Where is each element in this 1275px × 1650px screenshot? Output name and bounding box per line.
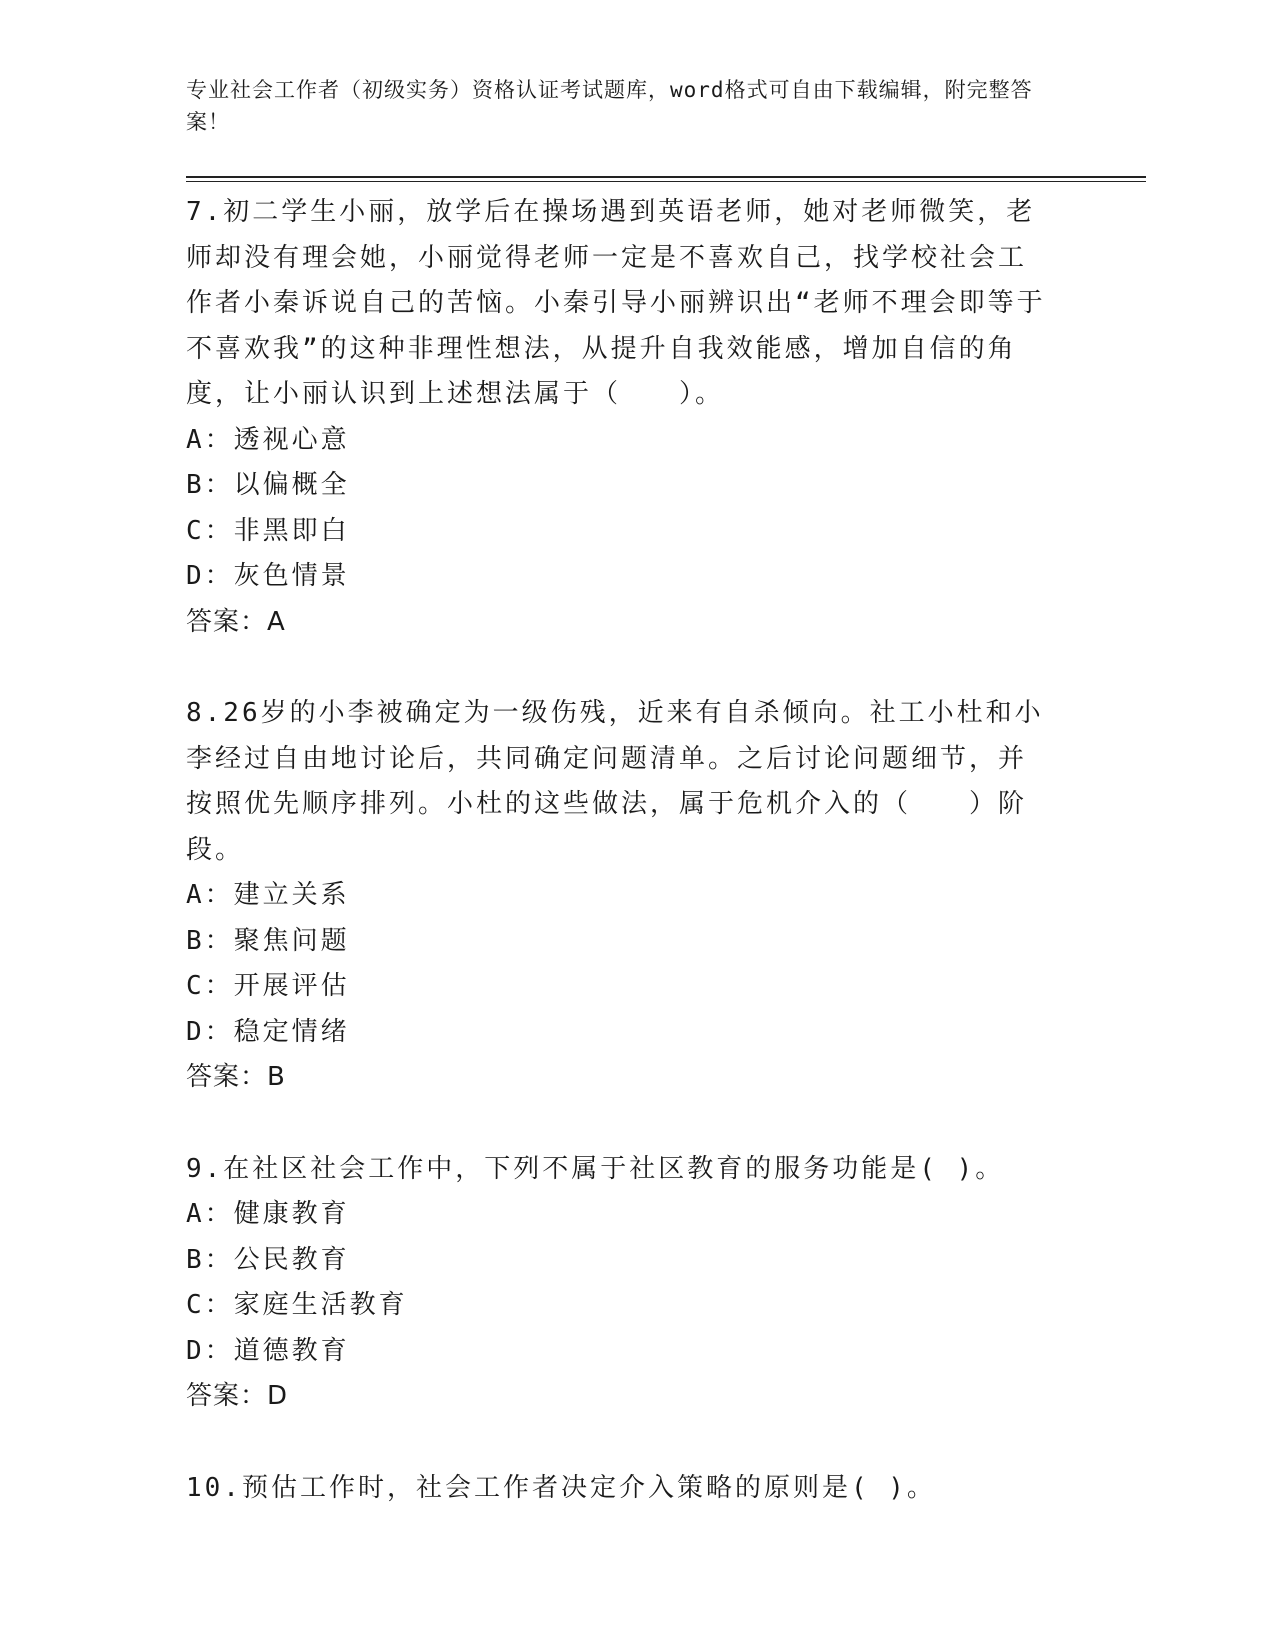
question-stem: 7.初二学生小丽，放学后在操场遇到英语老师，她对老师微笑，老师却没有理会她，小丽觉得老师一定是不喜欢自己，找学校社会工作者小秦诉说自己的苦恼。小秦引导小丽辨识出“老师不理会即等于不喜欢我”的这种非理性想法，从提升自我效能感，增加自信的角度，让小丽认识到上述想法属于（ ）。: [186, 197, 1046, 409]
page-header: 专业社会工作者（初级实务）资格认证考试题库，word格式可自由下载编辑，附完整答案！: [186, 78, 1033, 134]
question-10: [186, 1466, 1086, 1512]
option-c: C：开展评估: [186, 971, 350, 1001]
answer-line: 答案：B: [186, 1062, 286, 1092]
option-d: D：稳定情绪: [186, 1016, 350, 1047]
option-c: C：家庭生活教育: [186, 1290, 408, 1320]
option-c: C：非黑即白: [186, 515, 350, 546]
option-d: D：灰色情景: [186, 561, 350, 591]
question-9: [186, 1147, 1086, 1420]
header-divider-thick: [186, 176, 1146, 178]
option-d: D：道德教育: [186, 1335, 350, 1366]
option-a: A：透视心意: [186, 424, 350, 455]
answer-line: 答案：D: [186, 1381, 289, 1411]
option-b: B：公民教育: [186, 1244, 350, 1275]
question-7: [186, 190, 1086, 645]
question-stem: 8.26岁的小李被确定为一级伤残，近来有自杀倾向。社工小杜和小李经过自由地讨论后，共同确定问题清单。之后讨论问题细节，并按照优先顺序排列。小杜的这些做法，属于危机介入的（ ）阶段。: [186, 698, 1044, 865]
header-divider-thin: [186, 181, 1146, 182]
option-b: B：聚焦问题: [186, 925, 350, 956]
answer-line: 答案：A: [186, 606, 286, 637]
question-8: [186, 691, 1086, 1101]
question-list: [186, 190, 1086, 1557]
question-stem: 9.在社区社会工作中，下列不属于社区教育的服务功能是( )。: [186, 1153, 1005, 1184]
option-b: B：以偏概全: [186, 470, 350, 500]
option-a: A：建立关系: [186, 880, 350, 910]
question-stem: 10.预估工作时，社会工作者决定介入策略的原则是( )。: [186, 1472, 936, 1503]
option-a: A：健康教育: [186, 1199, 350, 1229]
